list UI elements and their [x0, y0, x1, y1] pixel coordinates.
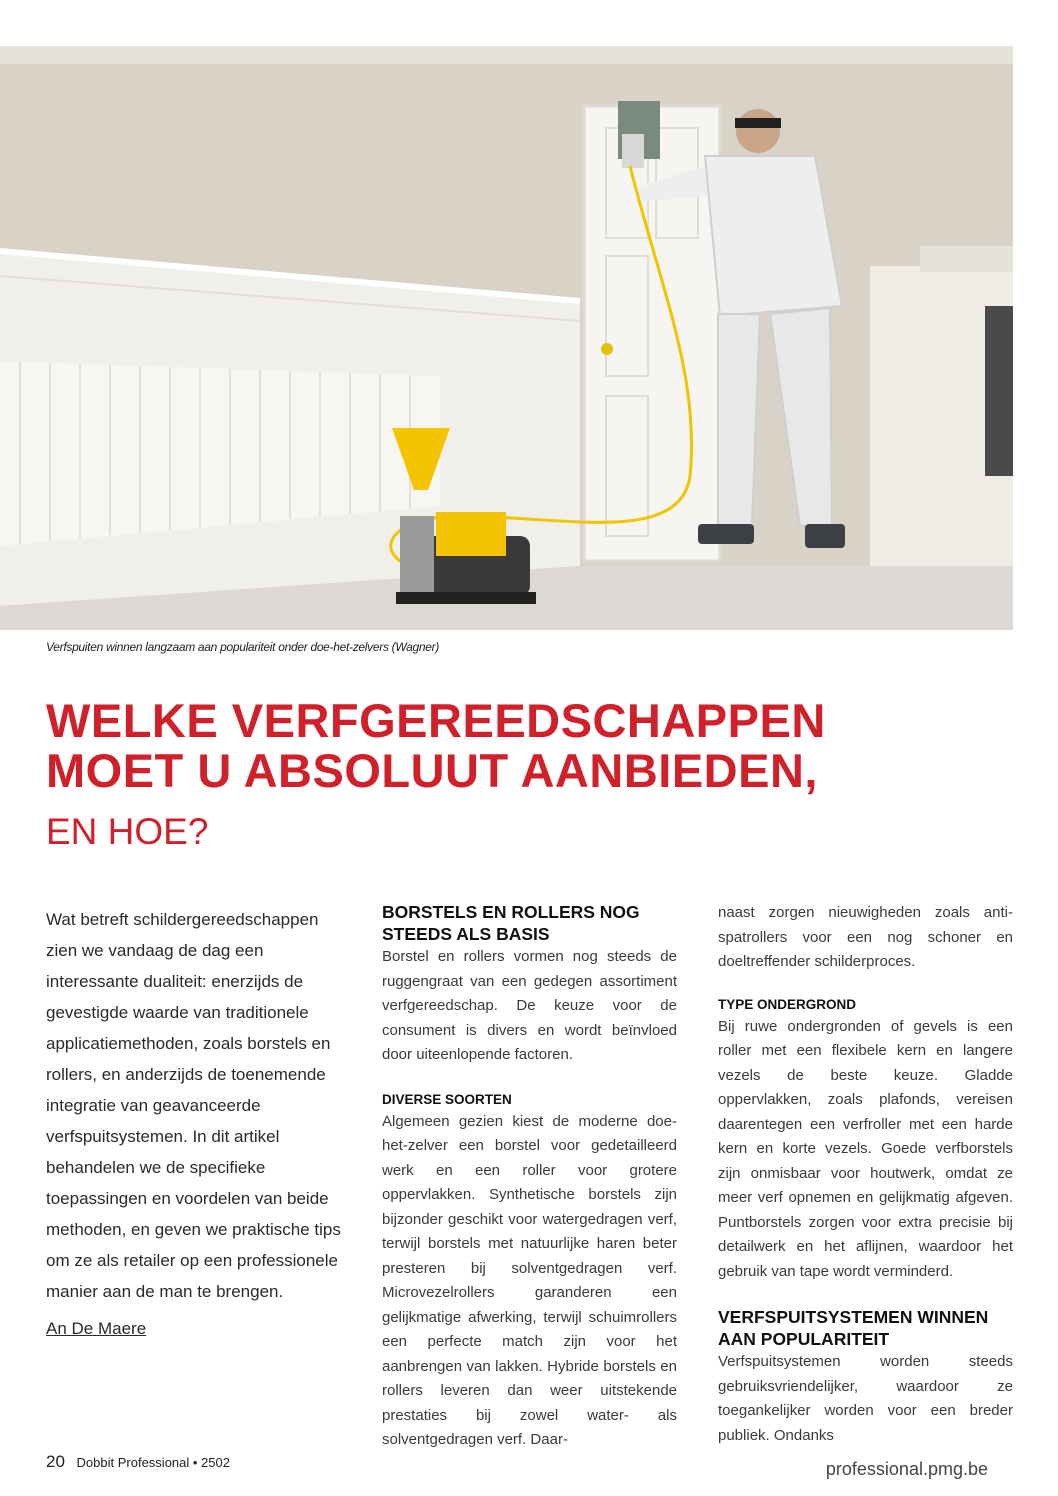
section-heading-borstels: BORSTELS EN ROLLERS NOG STEEDS ALS BASIS [382, 902, 640, 944]
column-3 [718, 901, 1013, 1448]
section-paragraph: naast zorgen nieuwigheden zoals anti-spatrollers voor een nog schoner en doeltreffender schilderproces. [718, 904, 1013, 970]
page-number: 20 [46, 1452, 65, 1471]
section-paragraph: Bij ruwe ondergronden of gevels is een roller met een flexibele kern en langere vezels de beste keuze. Gladde oppervlakken, zoals plafonds, vereisen daarentegen een verfroller met een harde kern en korte vezels. Goede verfborstels zijn onmisbaar voor houtwerk, omdat ze meer verf opnemen en gelijkmatig afgeven. Puntborstels zorgen voor extra precisie bij detailwerk en het aflijnen, waardoor het gebruik van tape wordt verminderd. [718, 1017, 1013, 1280]
title-line-1: WELKE VERFGEREEDSCHAPPEN [46, 694, 826, 747]
author-link[interactable]: An De Maere [46, 1319, 147, 1338]
photo-caption: Verfspuiten winnen langzaam aan populariteit onder doe-het-zelvers (Wagner) [46, 640, 440, 654]
column-2 [382, 901, 677, 1453]
subheading-diverse-soorten: DIVERSE SOORTEN [382, 1091, 512, 1107]
section-paragraph: Algemeen gezien kiest de moderne doe-het-zelver een borstel voor gedetailleerd werk en een roller voor grotere oppervlakken. Synthetische borstels zijn bijzonder geschikt voor watergedragen verf, terwijl borstels met natuurlijke haren beter presteren bij solventgedragen verf. Microvezelrollers garanderen een gelijkmatige afwerking, terwijl schuimrollers een perfecte match zijn voor het aanbrengen van lakken. Hybride borstels en rollers leveren dan weer uitstekende prestaties bij zowel water- als solventgedragen verf. Daar- [382, 1112, 677, 1448]
page-footer [46, 1452, 230, 1472]
article-title [46, 696, 1006, 796]
subheading-type-ondergrond: TYPE ONDERGROND [718, 996, 857, 1012]
title-line-2: MOET U ABSOLUUT AANBIEDEN, [46, 744, 818, 797]
intro-paragraph: Wat betreft schildergereedschappen zien we vandaag de dag een interessante dualiteit: enerzijds de gevestigde waarde van traditionele applicatiemethoden, zoals borstels en rollers, en anderzijds de toenemende integratie van geavanceerde verfspuitsystemen. In dit artikel behandelen we de specifieke toepassingen en voordelen van beide methoden, en geven we praktische tips om ze als retailer op een professionele manier aan de man te brengen. [46, 910, 341, 1301]
painter-spraying-door-illustration [0, 46, 1013, 630]
publication-name: Dobbit Professional • 2502 [76, 1455, 230, 1470]
section-paragraph: Verfspuitsystemen worden steeds gebruiksvriendelijker, waardoor ze toegankelijker worden voor een breder publiek. Ondanks [718, 1353, 1013, 1444]
hero-photo [0, 46, 1013, 630]
website-link[interactable]: professional.pmg.be [825, 1459, 988, 1479]
section-paragraph: Borstel en rollers vormen nog steeds de ruggengraat van een gedegen assortiment verfgereedschap. De keuze voor de consument is divers en wordt beïnvloed door uiteenlopende factoren. [382, 948, 677, 1063]
article-subtitle: EN HOE? [46, 811, 209, 852]
section-heading-verfspuitsystemen: VERFSPUITSYSTEMEN WINNEN AAN POPULARITEIT [718, 1307, 989, 1349]
